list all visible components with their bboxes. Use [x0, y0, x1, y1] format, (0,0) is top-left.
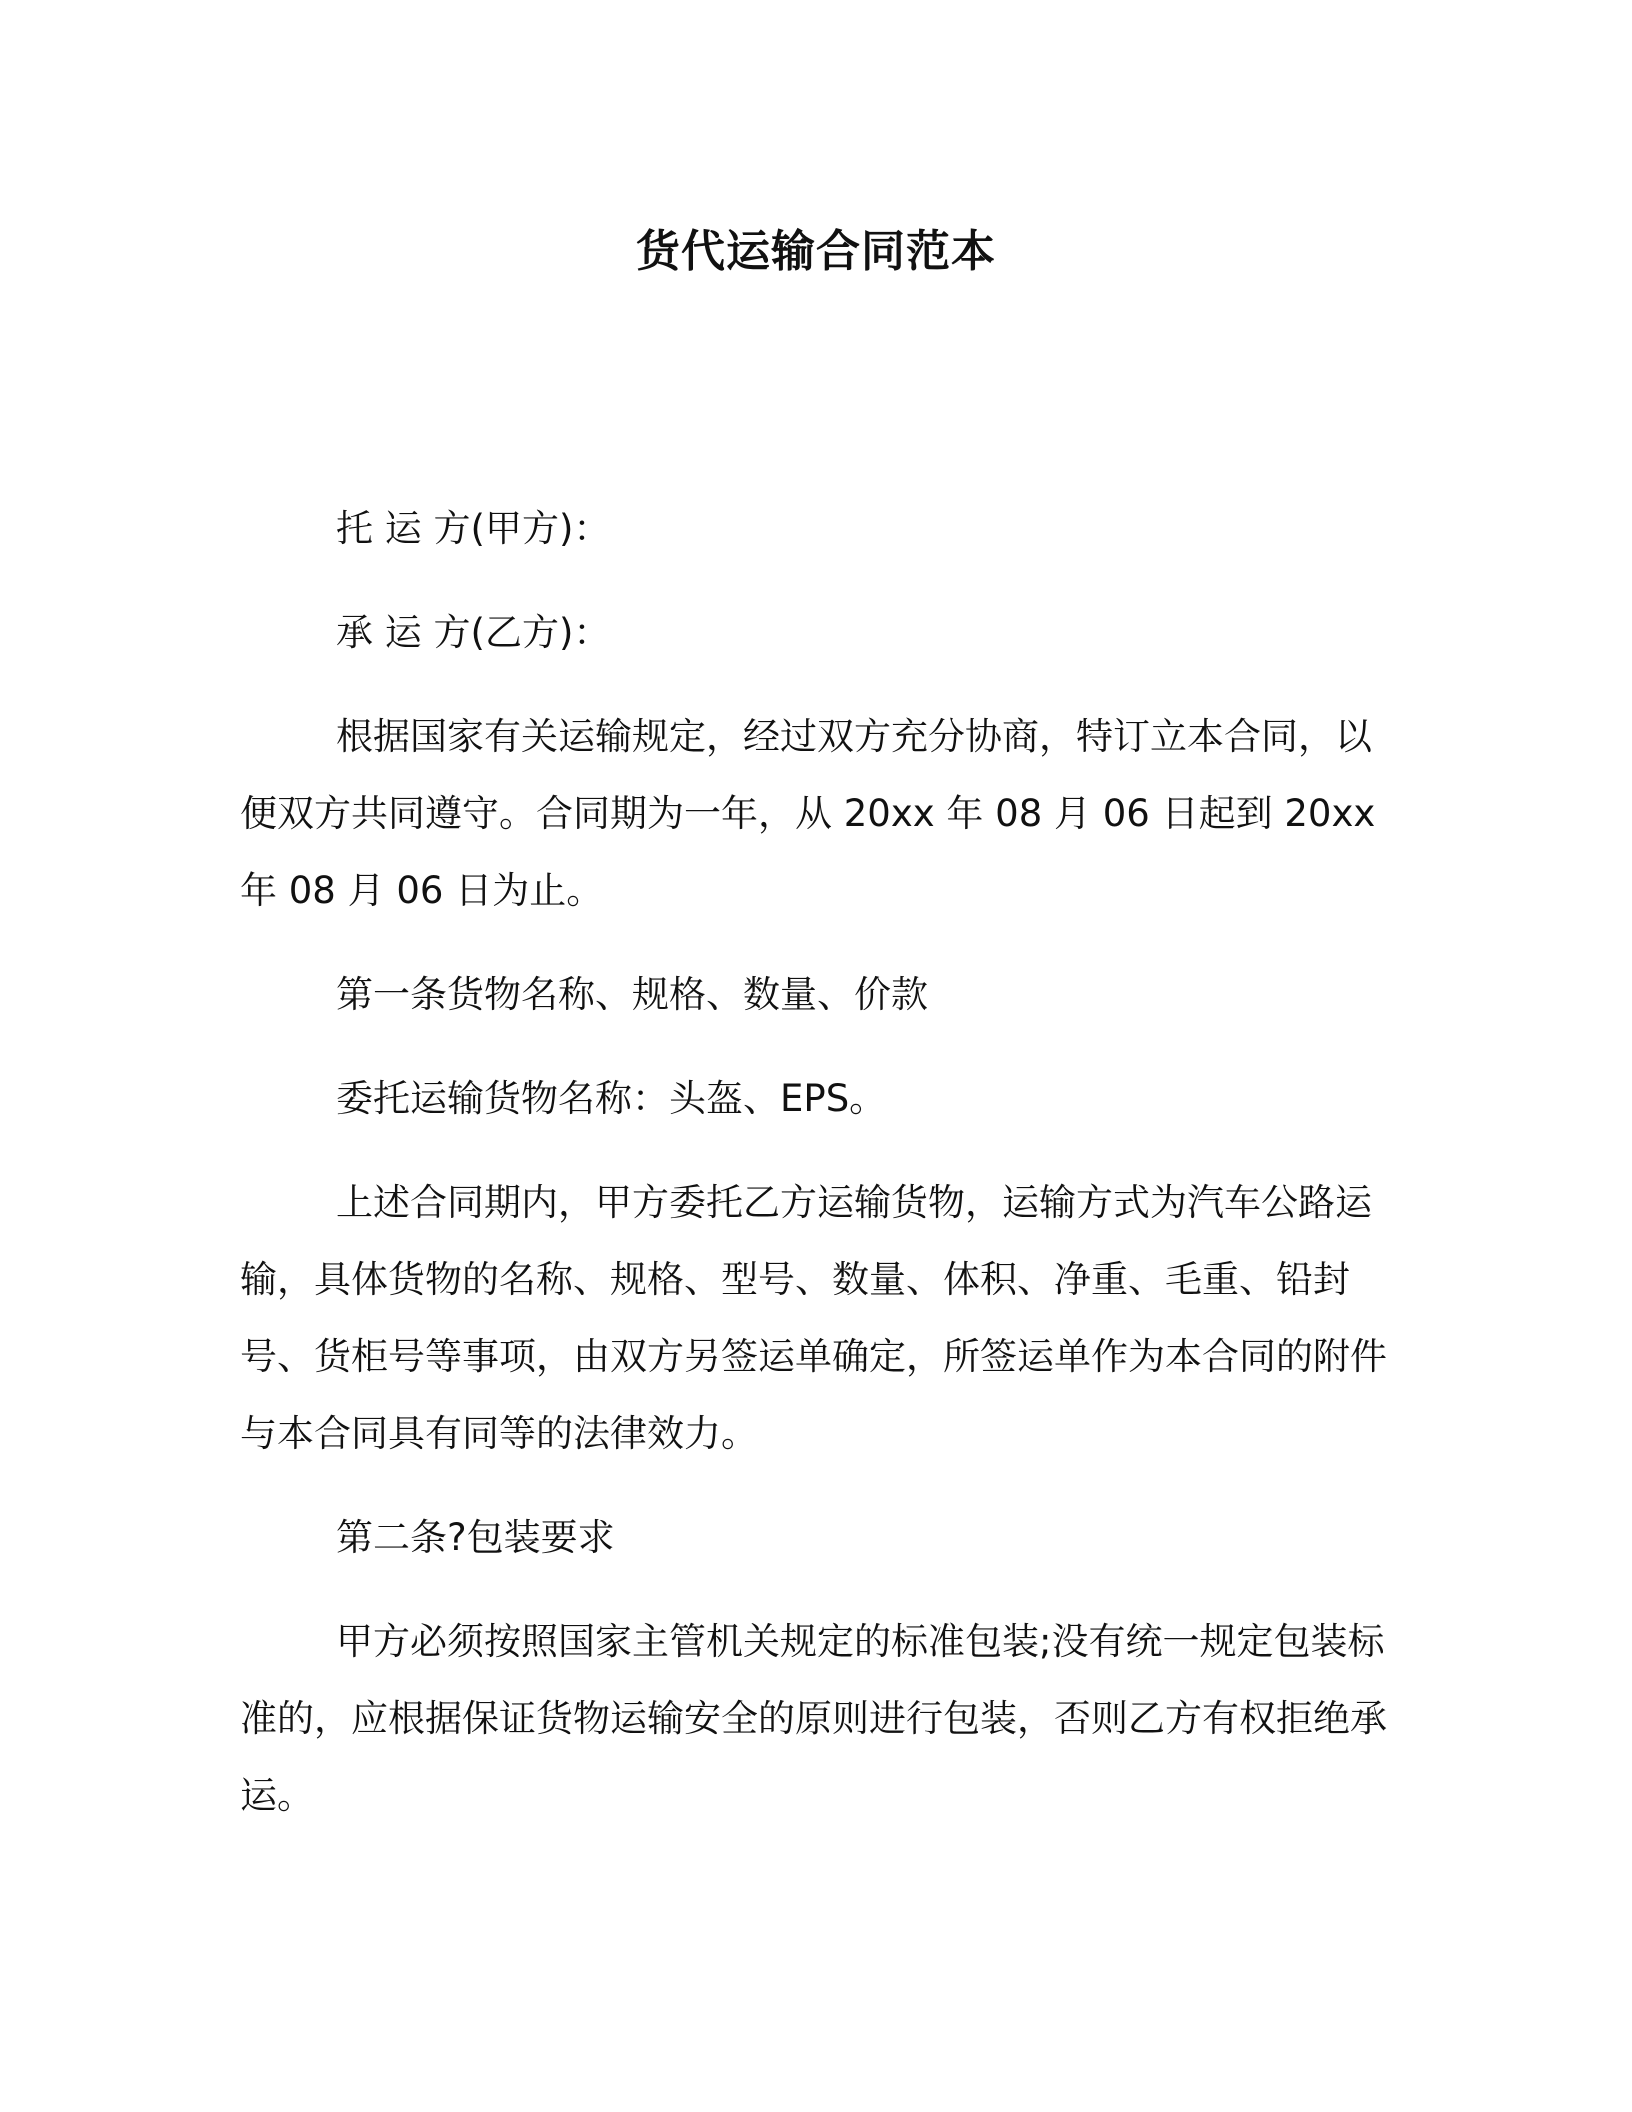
preamble-paragraph: 根据国家有关运输规定，经过双方充分协商，特订立本合同，以便双方共同遵守。合同期为一年，从 20xx 年 08 月 06 日起到 20xx 年 08 月 06 日为止。 — [240, 715, 1376, 912]
packaging-paragraph: 甲方必须按照国家主管机关规定的标准包装;没有统一规定包装标准的，应根据保证货物运输安全的原则进行包装，否则乙方有权拒绝承运。 — [240, 1620, 1387, 1817]
transport-method-paragraph: 上述合同期内，甲方委托乙方运输货物，运输方式为汽车公路运输，具体货物的名称、规格、型号、数量、体积、净重、毛重、铅封号、货柜号等事项，由双方另签运单确定，所签运单作为本合同的附件与本合同具有同等的法律效力。 — [240, 1181, 1387, 1455]
party-a-line: 托 运 方(甲方)： — [336, 507, 611, 550]
party-b-line: 承 运 方(乙方)： — [336, 611, 611, 654]
document-body — [240, 490, 1392, 1861]
article-1-heading: 第一条货物名称、规格、数量、价款 — [336, 973, 928, 1016]
article-2-heading: 第二条?包装要求 — [336, 1516, 615, 1559]
document-title: 货代运输合同范本 — [636, 226, 996, 277]
goods-name-paragraph: 委托运输货物名称：头盔、EPS。 — [336, 1077, 887, 1120]
